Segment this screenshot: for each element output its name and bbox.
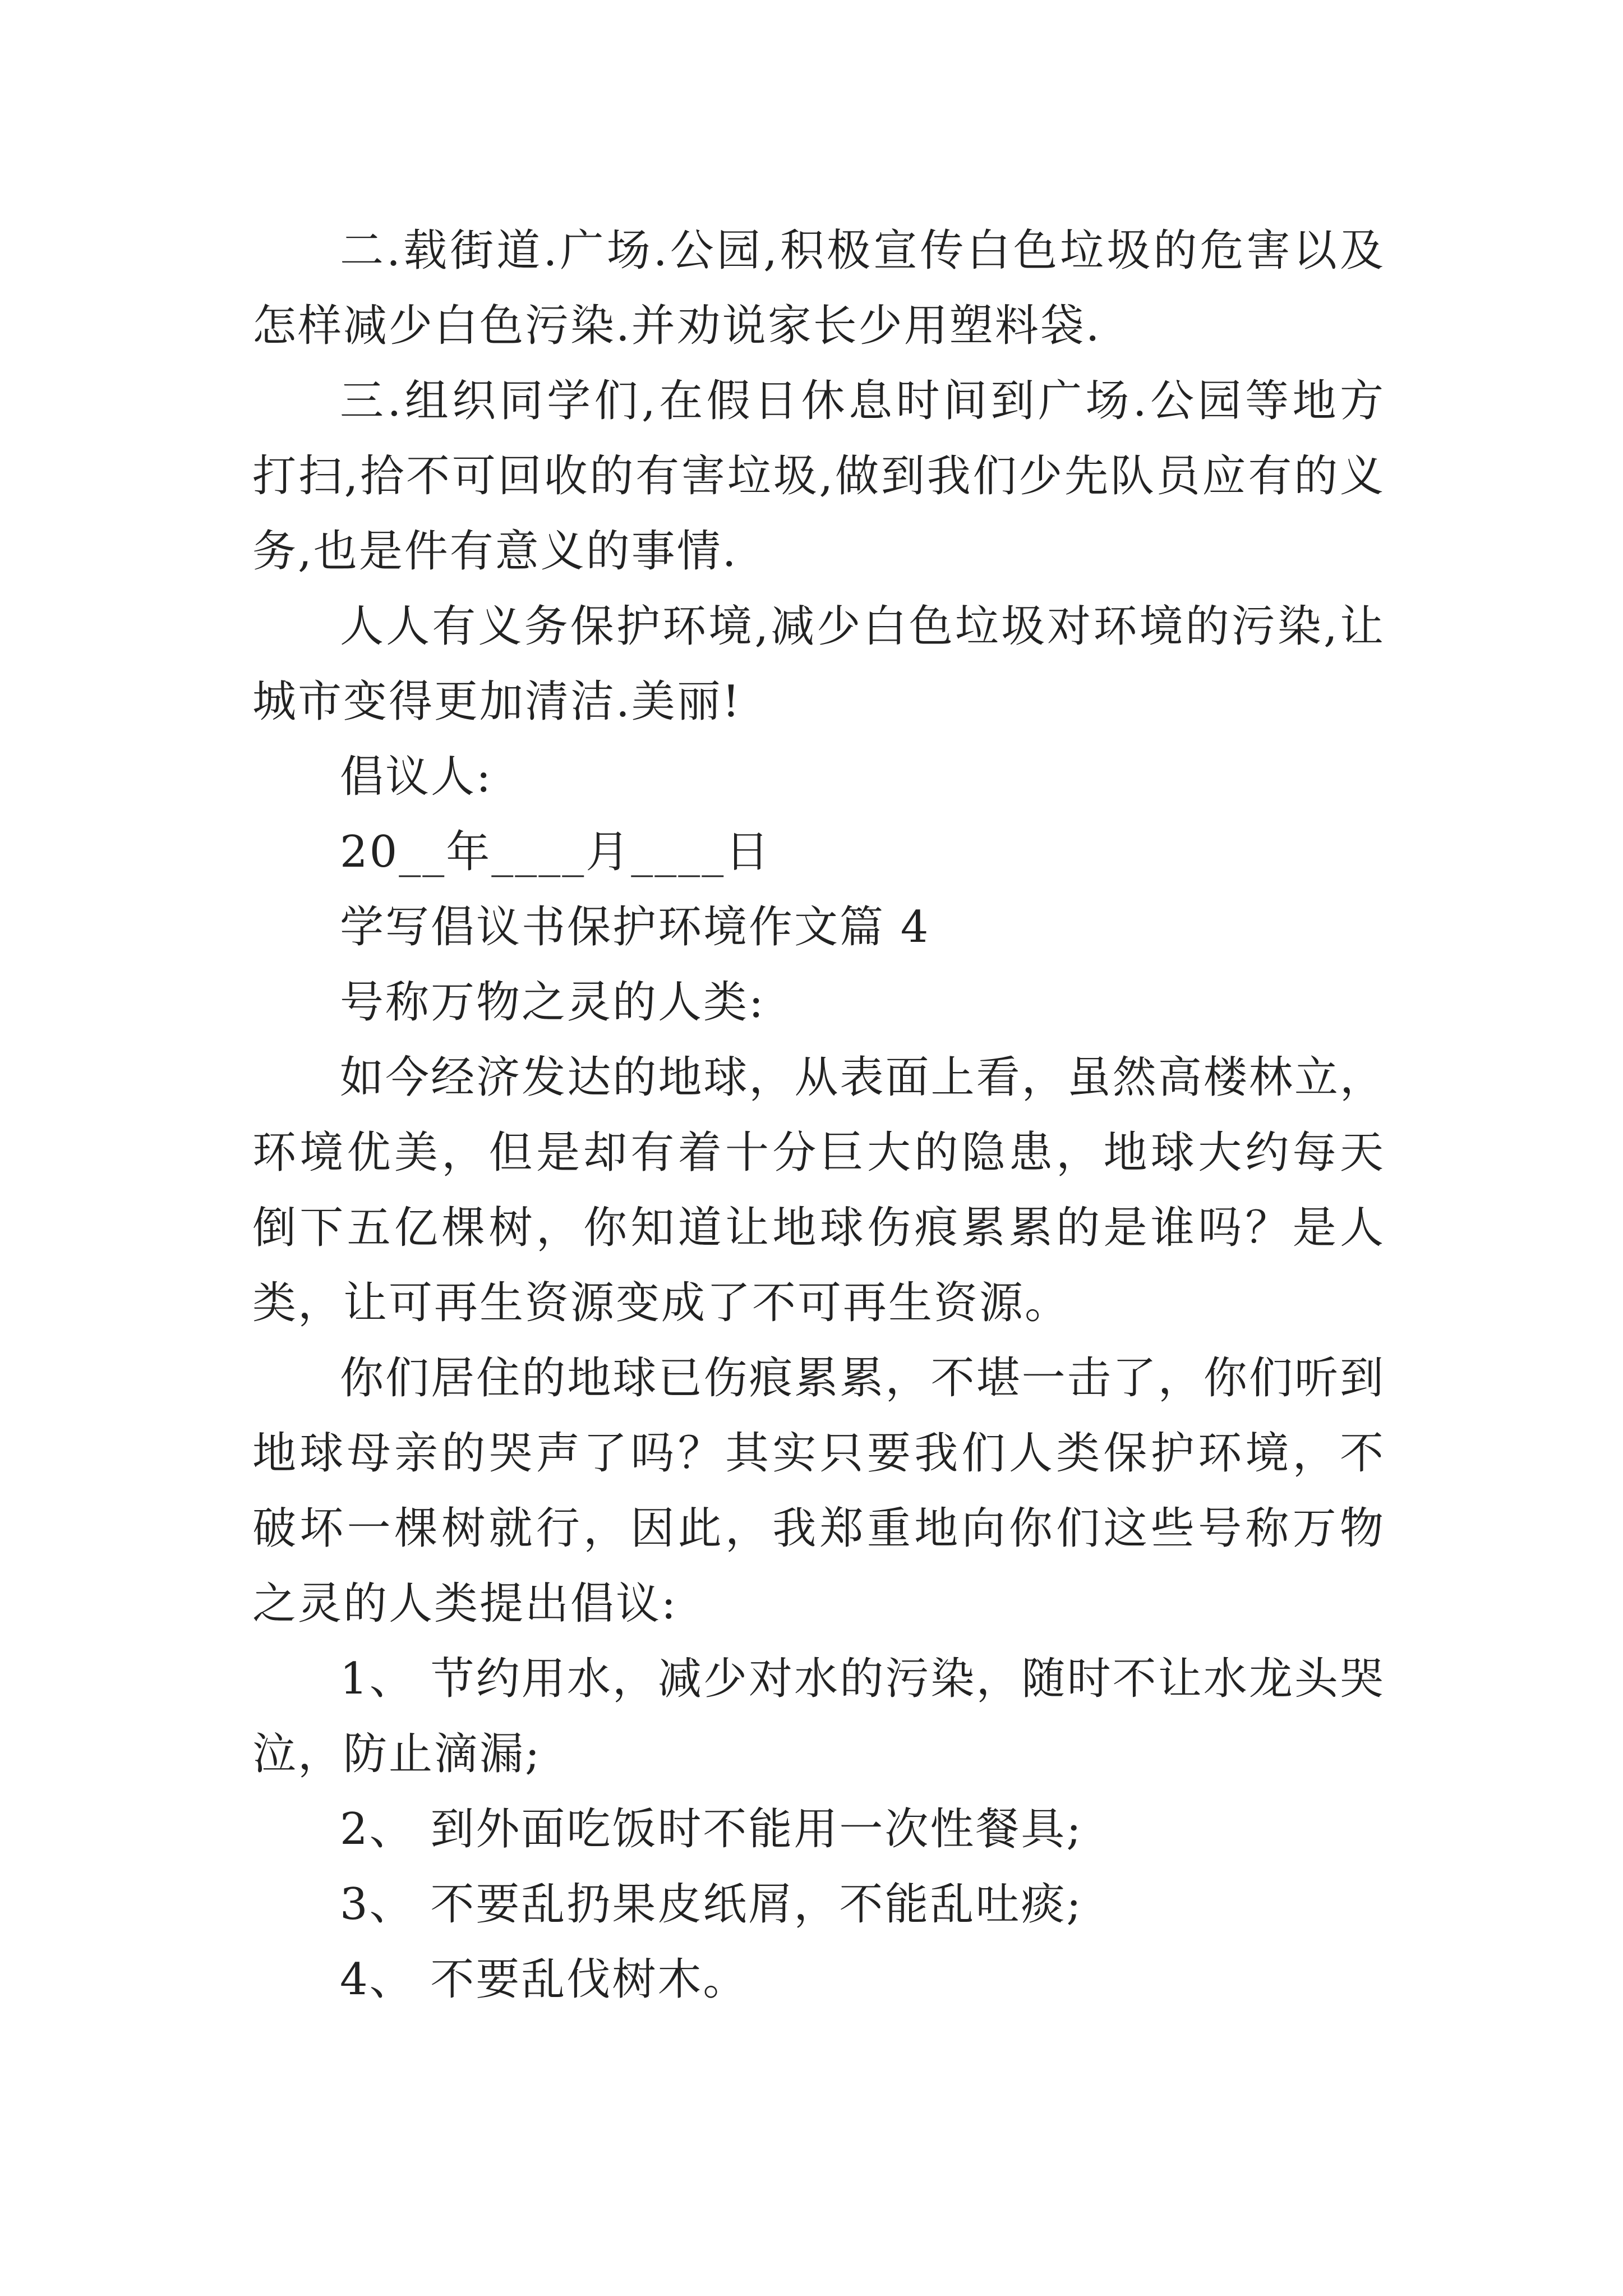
list-item-4: 4、 不要乱伐树木。 <box>340 1954 749 2005</box>
document-body <box>252 213 1385 2017</box>
list-item-1: 1、 节约用水，减少对水的污染，随时不让水龙头哭泣，防止滴漏; <box>252 1654 1385 1779</box>
paragraph-appeal: 你们居住的地球已伤痕累累，不堪一击了，你们听到地球母亲的哭声了吗？其实只要我们人类保护环境，不破坏一棵树就行，因此，我郑重地向你们这些号称万物之灵的人类提出倡议: <box>252 1353 1385 1629</box>
signature-label: 倡议人: <box>340 752 493 802</box>
paragraph-cleanup: 三.组织同学们,在假日休息时间到广场.公园等地方打扫,拾不可回收的有害垃圾,做到我们少先队员应有的义务,也是件有意义的事情. <box>252 376 1385 577</box>
salutation: 号称万物之灵的人类: <box>340 977 766 1028</box>
section-title: 学写倡议书保护环境作文篇 4 <box>340 902 930 953</box>
list-item-2: 2、 到外面吃饭时不能用一次性餐具; <box>340 1804 1083 1855</box>
paragraph-duty: 人人有义务保护环境,减少白色垃圾对环境的污染,让城市变得更加清洁.美丽! <box>252 601 1385 727</box>
paragraph-earth: 如今经济发达的地球，从表面上看，虽然高楼林立，环境优美，但是却有着十分巨大的隐患，地球大约每天倒下五亿棵树，你知道让地球伤痕累累的是谁吗？是人类，让可再生资源变成了不可再生资源。 <box>252 1052 1385 1328</box>
date-line: 20__年____月____日 <box>340 827 771 877</box>
list-item-3: 3、 不要乱扔果皮纸屑，不能乱吐痰; <box>340 1879 1083 1930</box>
paragraph-streets: 二.载街道.广场.公园,积极宣传白色垃圾的危害以及怎样减少白色污染.并劝说家长少用塑料袋. <box>252 226 1385 351</box>
